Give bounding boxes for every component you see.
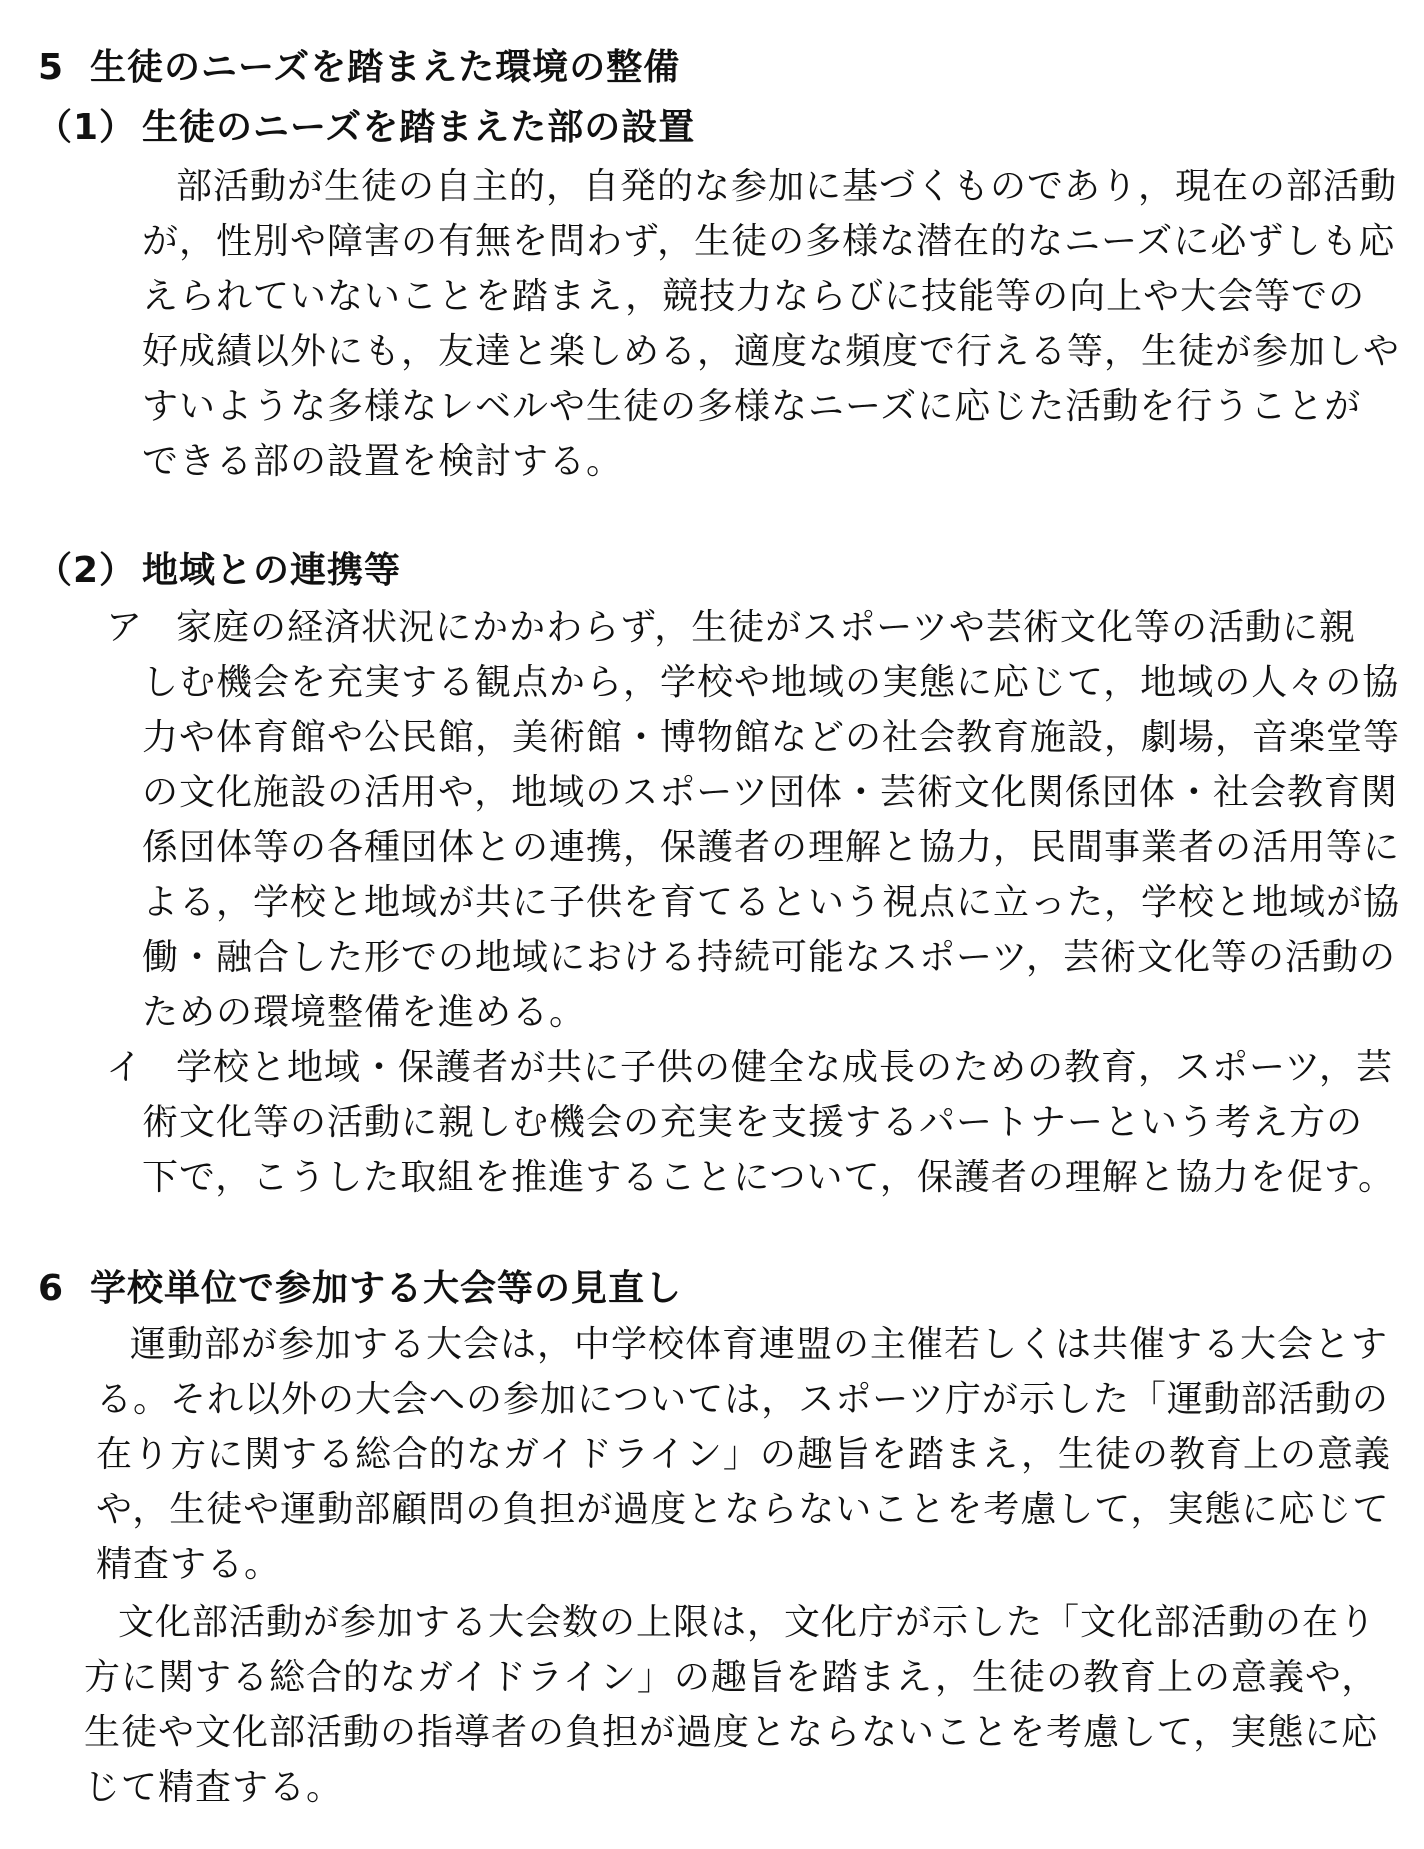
section-6-title: 学校単位で参加する大会等の見直し <box>90 1268 683 1309</box>
sub1-line-1: 部活動が生徒の自主的，自発的な参加に基づくものであり，現在の部活動 <box>176 166 1398 207</box>
section-5-title: 生徒のニーズを踏まえた環境の整備 <box>90 47 681 88</box>
s6-para1-line-3: 在り方に関する総合的なガイドライン」の趣旨を踏まえ，生徒の教育上の意義 <box>96 1434 1392 1475</box>
subsection-1-heading <box>36 103 695 153</box>
sub1-line-2: が，性別や障害の有無を問わず，生徒の多様な潜在的なニーズに必ずしも応 <box>142 221 1396 262</box>
subsection-2-heading <box>36 546 401 596</box>
item-a-line-8: ための環境整備を進める。 <box>142 992 587 1033</box>
item-a-line-1: 家庭の経済状況にかかわらず，生徒がスポーツや芸術文化等の活動に親 <box>176 607 1356 648</box>
item-a-line-6: よる，学校と地域が共に子供を育てるという視点に立った，学校と地域が協 <box>142 882 1401 923</box>
subsection-1-title: 生徒のニーズを踏まえた部の設置 <box>142 107 696 148</box>
item-i-marker: イ <box>106 1047 144 1088</box>
item-a-line-7: 働・融合した形での地域における持続可能なスポーツ，芸術文化等の活動の <box>142 937 1397 978</box>
s6-para2-line-2: 方に関する総合的なガイドライン」の趣旨を踏まえ，生徒の教育上の意義や， <box>84 1657 1379 1698</box>
item-i-line-1: 学校と地域・保護者が共に子供の健全な成長のための教育，スポーツ，芸 <box>176 1047 1394 1088</box>
sub1-line-5: すいような多様なレベルや生徒の多様なニーズに応じた活動を行うことが <box>142 386 1362 427</box>
section-5-heading <box>38 43 680 93</box>
item-i-line-3: 下で，こうした取組を推進することについて，保護者の理解と協力を促す。 <box>142 1157 1395 1198</box>
section-6-number: 6 <box>38 1268 65 1309</box>
s6-para1-line-5: 精査する。 <box>96 1544 282 1585</box>
s6-para2-line-1: 文化部活動が参加する大会数の上限は，文化庁が示した「文化部活動の在り <box>118 1602 1377 1643</box>
s6-para1-line-1: 運動部が参加する大会は，中学校体育連盟の主催若しくは共催する大会とす <box>130 1324 1389 1365</box>
subsection-2-number: （2） <box>36 550 137 591</box>
s6-para2-line-4: じて精査する。 <box>84 1767 344 1808</box>
sub1-line-3: えられていないことを踏まえ，競技力ならびに技能等の向上や大会等での <box>142 276 1366 317</box>
item-a-line-5: 係団体等の各種団体との連携，保護者の理解と協力，民間事業者の活用等に <box>142 827 1401 868</box>
section-6-heading <box>38 1264 682 1314</box>
item-a-line-4: の文化施設の活用や，地域のスポーツ団体・芸術文化関係団体・社会教育関 <box>142 772 1398 813</box>
subsection-2-title: 地域との連携等 <box>142 550 402 591</box>
section-5-number: 5 <box>38 47 65 88</box>
s6-para1-line-4: や，生徒や運動部顧問の負担が過度とならないことを考慮して，実態に応じて <box>96 1489 1390 1530</box>
sub1-line-6: できる部の設置を検討する。 <box>142 441 624 482</box>
item-a-line-2: しむ機会を充実する観点から，学校や地域の実態に応じて，地域の人々の協 <box>142 662 1400 703</box>
item-a-marker: ア <box>106 607 144 648</box>
item-i-line-2: 術文化等の活動に親しむ機会の充実を支援するパートナーという考え方の <box>142 1102 1364 1143</box>
s6-para2-line-3: 生徒や文化部活動の指導者の負担が過度とならないことを考慮して，実態に応 <box>84 1712 1379 1753</box>
subsection-1-number: （1） <box>36 107 137 148</box>
item-a-line-3: 力や体育館や公民館，美術館・博物館などの社会教育施設，劇場，音楽堂等 <box>142 717 1401 758</box>
s6-para1-line-2: る。それ以外の大会への参加については，スポーツ庁が示した「運動部活動の <box>96 1379 1389 1420</box>
sub1-line-4: 好成績以外にも，友達と楽しめる，適度な頻度で行える等，生徒が参加しや <box>142 331 1401 372</box>
